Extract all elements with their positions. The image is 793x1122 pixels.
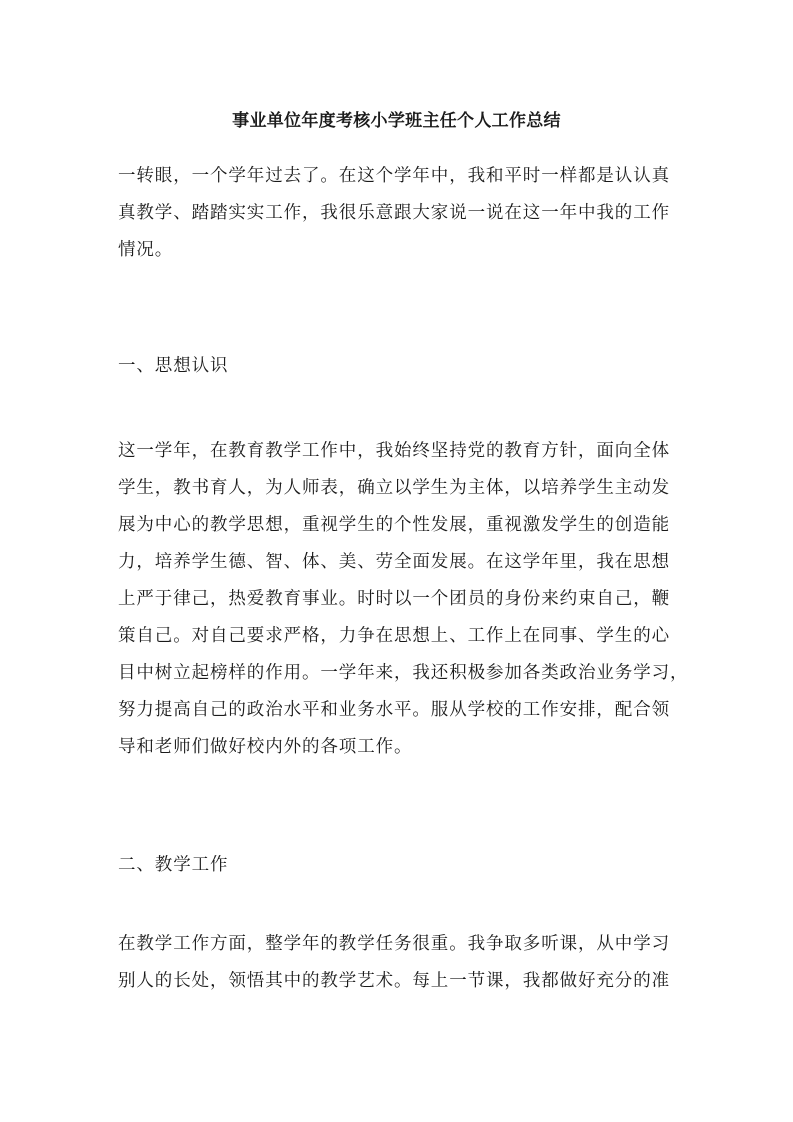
section-heading-1: 一、思想认识 xyxy=(118,356,229,376)
paragraph-line: 在教学工作方面，整学年的教学任务很重。我争取多听课，从中学习 xyxy=(118,934,670,954)
paragraph-line: 展为中心的教学思想，重视学生的个性发展，重视激发学生的创造能 xyxy=(118,515,670,535)
paragraph-line: 策自己。对自己要求严格，力争在思想上、工作上在同事、学生的心 xyxy=(118,626,670,646)
paragraph-line: 上严于律己，热爱教育事业。时时以一个团员的身份来约束自己，鞭 xyxy=(118,589,670,609)
intro-line: 真教学、踏踏实实工作，我很乐意跟大家说一说在这一年中我的工作 xyxy=(118,203,670,223)
intro-line: 一转眼，一个学年过去了。在这个学年中，我和平时一样都是认认真 xyxy=(118,166,670,186)
document-title: 事业单位年度考核小学班主任个人工作总结 xyxy=(232,111,561,131)
section-heading-2: 二、教学工作 xyxy=(118,855,229,875)
paragraph-line: 力，培养学生德、智、体、美、劳全面发展。在这学年里，我在思想 xyxy=(118,552,670,572)
paragraph-line: 学生，教书育人，为人师表，确立以学生为主体，以培养学生主动发 xyxy=(118,478,670,498)
paragraph-line: 别人的长处，领悟其中的教学艺术。每上一节课，我都做好充分的准 xyxy=(118,971,670,991)
paragraph-line: 这一学年，在教育教学工作中，我始终坚持党的教育方针，面向全体 xyxy=(118,441,670,461)
intro-line: 情况。 xyxy=(118,240,174,260)
paragraph-line: 导和老师们做好校内外的各项工作。 xyxy=(118,737,413,757)
paragraph-line: 努力提高自己的政治水平和业务水平。服从学校的工作安排，配合领 xyxy=(118,700,670,720)
paragraph-line: 目中树立起榜样的作用。一学年来，我还积极参加各类政治业务学习， xyxy=(118,663,689,683)
